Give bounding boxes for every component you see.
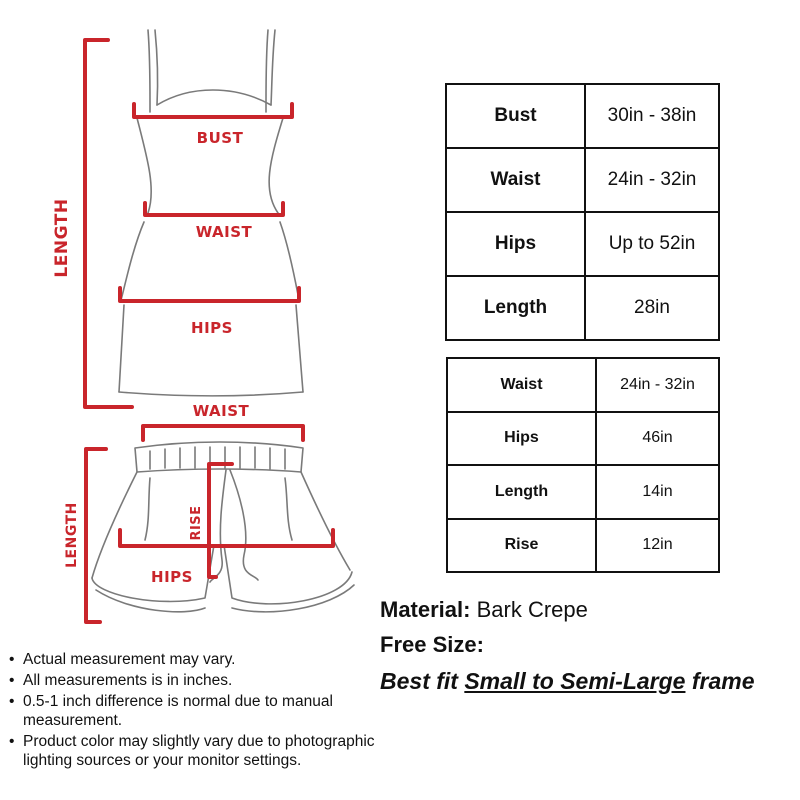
size-diagram <box>0 0 440 640</box>
table-row <box>446 212 719 276</box>
table-label: Waist <box>447 358 596 412</box>
list-item: • 0.5-1 inch difference is normal due to manual measurement. <box>8 692 408 730</box>
length-label: LENGTH <box>52 198 72 278</box>
bust-bracket <box>134 104 292 117</box>
notes-list <box>8 650 408 772</box>
list-item: • All measurements is in inches. <box>8 671 408 690</box>
table-label: Length <box>446 276 585 340</box>
hips-label: HIPS <box>191 319 233 337</box>
best-fit-range: Small to Semi-Large <box>464 668 686 694</box>
list-item: • Product color may slightly vary due to photographic lighting sources or your monitor settings. <box>8 732 408 770</box>
shorts-length-bracket <box>86 449 106 622</box>
length-bracket <box>85 40 132 407</box>
bust-label: BUST <box>196 129 244 147</box>
shorts-length-label: LENGTH <box>64 502 80 568</box>
table-label: Hips <box>447 412 596 466</box>
table-value: 24in - 32in <box>585 148 719 212</box>
table-value: 24in - 32in <box>596 358 719 412</box>
material-value: Bark Crepe <box>476 597 588 622</box>
material-line <box>380 597 588 623</box>
table-value: 28in <box>585 276 719 340</box>
shorts-size-table <box>446 357 720 573</box>
dress-size-table <box>445 83 720 341</box>
table-row <box>447 412 719 466</box>
dress-markers <box>85 40 299 407</box>
table-value: 14in <box>596 465 719 519</box>
table-row <box>446 84 719 148</box>
waist-label: WAIST <box>195 223 253 241</box>
table-row <box>447 358 719 412</box>
table-label: Length <box>447 465 596 519</box>
list-item: • Actual measurement may vary. <box>8 650 408 669</box>
best-fit-suffix: frame <box>691 668 755 694</box>
table-value: 30in - 38in <box>585 84 719 148</box>
rise-label: RISE <box>189 505 204 541</box>
table-value: Up to 52in <box>585 212 719 276</box>
table-label: Rise <box>447 519 596 573</box>
table-label: Hips <box>446 212 585 276</box>
best-fit-prefix: Best fit <box>380 668 458 694</box>
shorts-sketch <box>92 442 354 612</box>
table-row <box>447 465 719 519</box>
shorts-waist-label: WAIST <box>192 402 250 420</box>
table-value: 12in <box>596 519 719 573</box>
table-value: 46in <box>596 412 719 466</box>
material-label: Material: <box>380 597 471 622</box>
shorts-hips-bracket <box>120 530 333 546</box>
table-label: Bust <box>446 84 585 148</box>
table-row <box>447 519 719 573</box>
table-row <box>446 148 719 212</box>
best-fit-line <box>380 668 755 695</box>
hips-bracket <box>120 288 299 301</box>
table-label: Waist <box>446 148 585 212</box>
free-size-heading: Free Size: <box>380 632 484 657</box>
table-row <box>446 276 719 340</box>
shorts-hips-label: HIPS <box>151 568 193 586</box>
shorts-waist-bracket <box>143 426 303 440</box>
waist-bracket <box>145 203 283 215</box>
